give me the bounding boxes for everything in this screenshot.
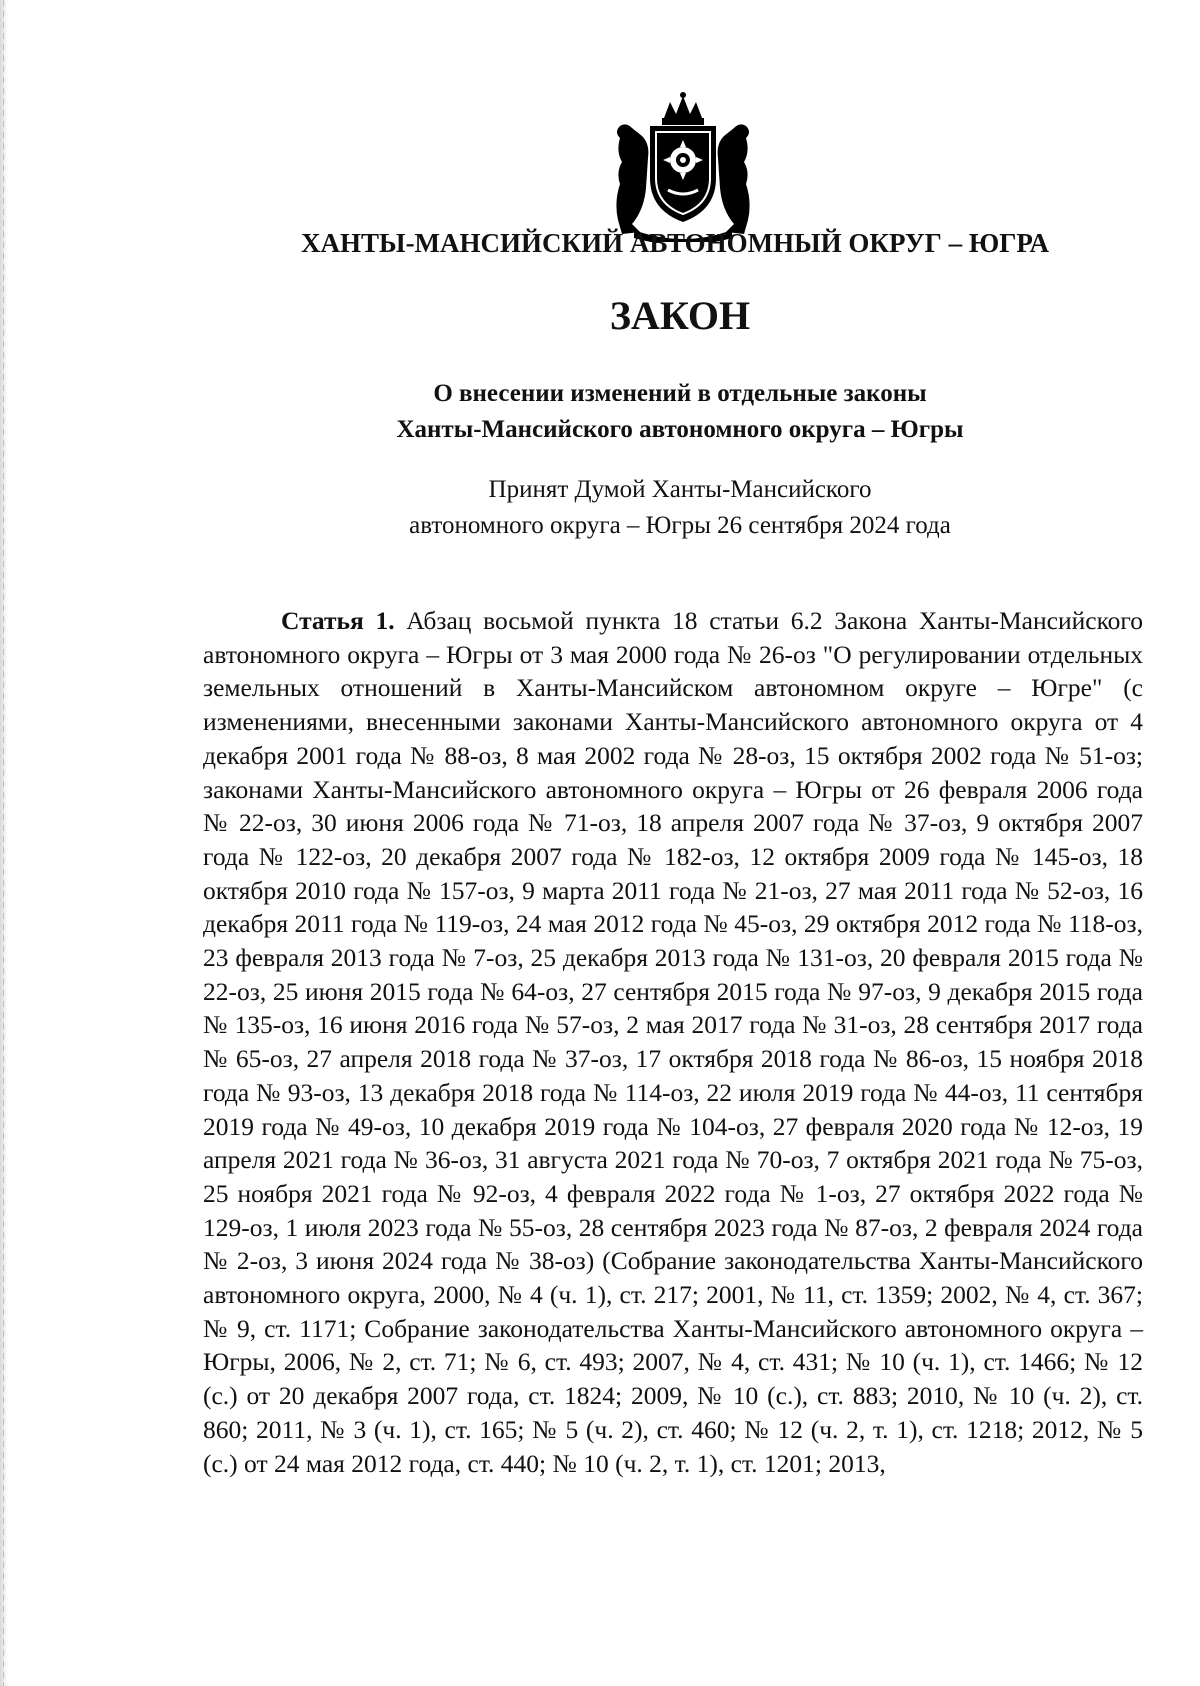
article-1-paragraph: [203, 604, 1143, 1480]
article-1-text: Абзац восьмой пункта 18 статьи 6.2 Закона Ханты-Мансийского автономного округа – Югры от 3 мая 2000 года № 26-оз "О регулировании отдельных земельных отношений в Ханты-Мансийском автономном округе – Югре" (с изменениями, внесенными законами Ханты-Мансийского автономного округа от 4 декабря 2001 года № 88-оз, 8 мая 2002 года № 28-оз, 15 октября 2002 года № 51-оз; законами Ханты-Мансийского автономного округа – Югры от 26 февраля 2006 года № 22-оз, 30 июня 2006 года № 71-оз, 18 апреля 2007 года № 37-оз, 9 октября 2007 года № 122-оз, 20 декабря 2007 года № 182-оз, 12 октября 2009 года № 145-оз, 18 октября 2010 года № 157-оз, 9 марта 2011 года № 21-оз, 27 мая 2011 года № 52-оз, 16 декабря 2011 года № 119-оз, 24 мая 2012 года № 45-оз, 29 октября 2012 года № 118-оз, 23 февраля 2013 года № 7-оз, 25 декабря 2013 года № 131-оз, 20 февраля 2015 года № 22-оз, 25 июня 2015 года № 64-оз, 27 сентября 2015 года № 97-оз, 9 декабря 2015 года № 135-оз, 16 июня 2016 года № 57-оз, 2 мая 2017 года № 31-оз, 28 сентября 2017 года № 65-оз, 27 апреля 2018 года № 37-оз, 17 октября 2018 года № 86-оз, 15 ноября 2018 года № 93-оз, 13 декабря 2018 года № 114-оз, 22 июля 2019 года № 44-оз, 11 сентября 2019 года № 49-оз, 10 декабря 2019 года № 104-оз, 27 февраля 2020 года № 12-оз, 19 апреля 2021 года № 36-оз, 31 августа 2021 года № 70-оз, 7 октября 2021 года № 75-оз, 25 ноября 2021 года № 92-оз, 4 февраля 2022 года № 1-оз, 27 октября 2022 года № 129-оз, 1 июля 2023 года № 55-оз, 28 сентября 2023 года № 87-оз, 2 февраля 2024 года № 2-оз, 3 июня 2024 года № 38-оз) (Собрание законодательства Ханты-Мансийского автономного округа, 2000, № 4 (ч. 1), ст. 217; 2001, № 11, ст. 1359; 2002, № 4, ст. 367; № 9, ст. 1171; Собрание законодательства Ханты-Мансийского автономного округа – Югры, 2006, № 2, ст. 71; № 6, ст. 493; 2007, № 4, ст. 431; № 10 (ч. 1), ст. 1466; № 12 (с.) от 20 декабря 2007 года, ст. 1824; 2009, № 10 (с.), ст. 883; 2010, № 10 (ч. 2), ст. 860; 2011, № 3 (ч. 1), ст. 165; № 5 (ч. 2), ст. 460; № 12 (ч. 2, т. 1), ст. 1218; 2012, № 5 (с.) от 24 мая 2012 года, ст. 440; № 10 (ч. 2, т. 1), ст. 1201; 2013,: [203, 606, 1143, 1478]
coat-of-arms-icon: [612, 92, 754, 242]
law-subject: [0, 376, 1200, 448]
document-type-title: ЗАКОН: [609, 293, 751, 338]
law-subject-line-2: Ханты-Мансийского автономного округа – Югры: [396, 416, 964, 443]
adoption-note: [0, 472, 1200, 544]
adoption-note-line-2: автономного округа – Югры 26 сентября 2024 года: [409, 512, 951, 539]
region-title: ХАНТЫ-МАНСИЙСКИЙ АВТОНОМНЫЙ ОКРУГ – ЮГРА: [301, 228, 1049, 258]
law-subject-line-1: О внесении изменений в отдельные законы: [433, 380, 927, 407]
adoption-note-line-1: Принят Думой Ханты-Мансийского: [488, 476, 872, 503]
article-1-label: Статья 1.: [281, 606, 395, 635]
